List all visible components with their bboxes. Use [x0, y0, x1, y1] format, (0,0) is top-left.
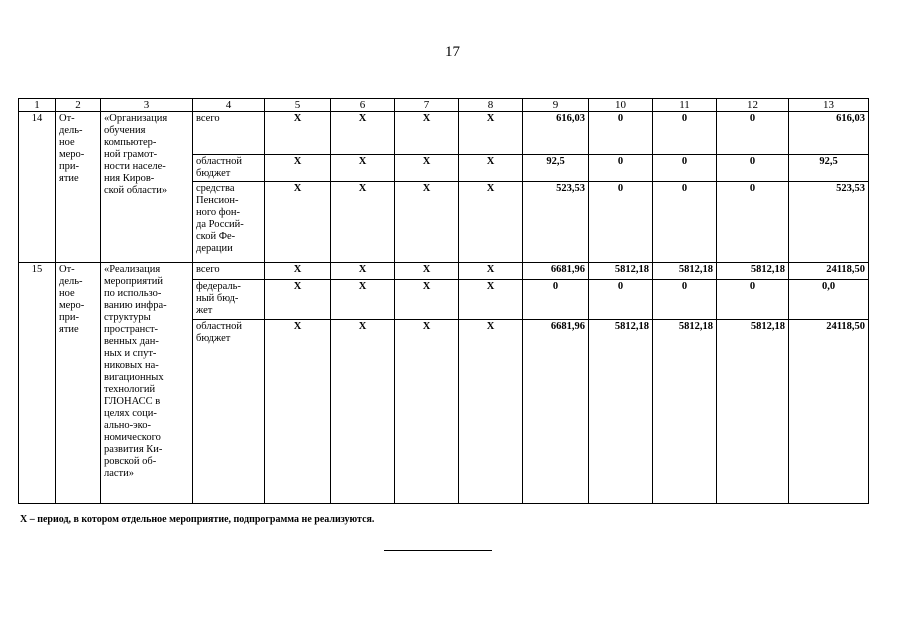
- amount-cell: 523,53: [789, 182, 869, 263]
- table-row: [19, 263, 869, 280]
- year-mark: X: [265, 155, 331, 182]
- closing-rule: [384, 550, 492, 551]
- year-mark: X: [395, 112, 459, 155]
- amount-cell: 24118,50: [789, 320, 869, 504]
- amount-cell: 5812,18: [653, 320, 717, 504]
- program-table: [18, 98, 869, 504]
- column-header: 7: [395, 99, 459, 112]
- row-number: 14: [19, 112, 56, 263]
- amount-cell: 5812,18: [589, 320, 653, 504]
- column-header: 13: [789, 99, 869, 112]
- amount-cell: 5812,18: [653, 263, 717, 280]
- row-name: «Организация обучения компьютер- ной грамот- ности населе- ния Киров- ской области»: [101, 112, 193, 263]
- amount-cell: 92,5: [789, 155, 869, 182]
- year-mark: X: [331, 320, 395, 504]
- funding-source: всего: [193, 112, 265, 155]
- amount-cell: 0: [717, 112, 789, 155]
- amount-cell: 6681,96: [523, 263, 589, 280]
- year-mark: X: [395, 263, 459, 280]
- year-mark: X: [331, 112, 395, 155]
- year-mark: X: [395, 182, 459, 263]
- column-header: 10: [589, 99, 653, 112]
- column-header: 8: [459, 99, 523, 112]
- amount-cell: 0: [653, 155, 717, 182]
- row-type: От- дель- ное меро- при- ятие: [56, 112, 101, 263]
- year-mark: X: [395, 320, 459, 504]
- column-header: 11: [653, 99, 717, 112]
- column-header: 5: [265, 99, 331, 112]
- header-row: [19, 99, 869, 112]
- year-mark: X: [459, 263, 523, 280]
- page-number: 17: [445, 44, 460, 60]
- amount-cell: 0: [589, 155, 653, 182]
- year-mark: X: [459, 155, 523, 182]
- amount-cell: 0: [589, 280, 653, 320]
- amount-cell: 616,03: [789, 112, 869, 155]
- amount-cell: 0: [589, 182, 653, 263]
- year-mark: X: [331, 155, 395, 182]
- amount-cell: 0: [589, 112, 653, 155]
- year-mark: X: [459, 182, 523, 263]
- year-mark: X: [265, 320, 331, 504]
- amount-cell: 0: [653, 182, 717, 263]
- amount-cell: 523,53: [523, 182, 589, 263]
- year-mark: X: [265, 182, 331, 263]
- table-row: [19, 112, 869, 155]
- year-mark: X: [395, 280, 459, 320]
- amount-cell: 92,5: [523, 155, 589, 182]
- amount-cell: 0,0: [789, 280, 869, 320]
- year-mark: X: [265, 263, 331, 280]
- amount-cell: 0: [717, 280, 789, 320]
- year-mark: X: [331, 263, 395, 280]
- funding-source: всего: [193, 263, 265, 280]
- column-header: 1: [19, 99, 56, 112]
- row-number: 15: [19, 263, 56, 504]
- row-name: «Реализация мероприятий по использо- ванию инфра- структуры пространст- венных дан- ных и спут- никовых на- вигационных технологий ГЛОНАСС в целях соци- ально-эко- номического развития Ки- ровской об- ласти»: [101, 263, 193, 504]
- funding-source: средства Пенсион- ного фон- да Россий- ской Фе- дерации: [193, 182, 265, 263]
- amount-cell: 616,03: [523, 112, 589, 155]
- amount-cell: 0: [653, 112, 717, 155]
- year-mark: X: [265, 280, 331, 320]
- year-mark: X: [265, 112, 331, 155]
- year-mark: X: [395, 155, 459, 182]
- amount-cell: 0: [523, 280, 589, 320]
- amount-cell: 0: [717, 182, 789, 263]
- amount-cell: 5812,18: [717, 263, 789, 280]
- year-mark: X: [459, 320, 523, 504]
- amount-cell: 5812,18: [717, 320, 789, 504]
- column-header: 6: [331, 99, 395, 112]
- column-header: 12: [717, 99, 789, 112]
- column-header: 4: [193, 99, 265, 112]
- amount-cell: 24118,50: [789, 263, 869, 280]
- funding-source: областной бюджет: [193, 320, 265, 504]
- column-header: 3: [101, 99, 193, 112]
- year-mark: X: [459, 112, 523, 155]
- column-header: 9: [523, 99, 589, 112]
- amount-cell: 0: [653, 280, 717, 320]
- year-mark: X: [331, 182, 395, 263]
- funding-source: федераль- ный бюд- жет: [193, 280, 265, 320]
- amount-cell: 0: [717, 155, 789, 182]
- footnote: X – период, в котором отдельное мероприятие, подпрограмма не реализуются.: [20, 514, 375, 525]
- amount-cell: 5812,18: [589, 263, 653, 280]
- year-mark: X: [459, 280, 523, 320]
- row-type: От- дель- ное меро- при- ятие: [56, 263, 101, 504]
- column-header: 2: [56, 99, 101, 112]
- funding-source: областной бюджет: [193, 155, 265, 182]
- amount-cell: 6681,96: [523, 320, 589, 504]
- year-mark: X: [331, 280, 395, 320]
